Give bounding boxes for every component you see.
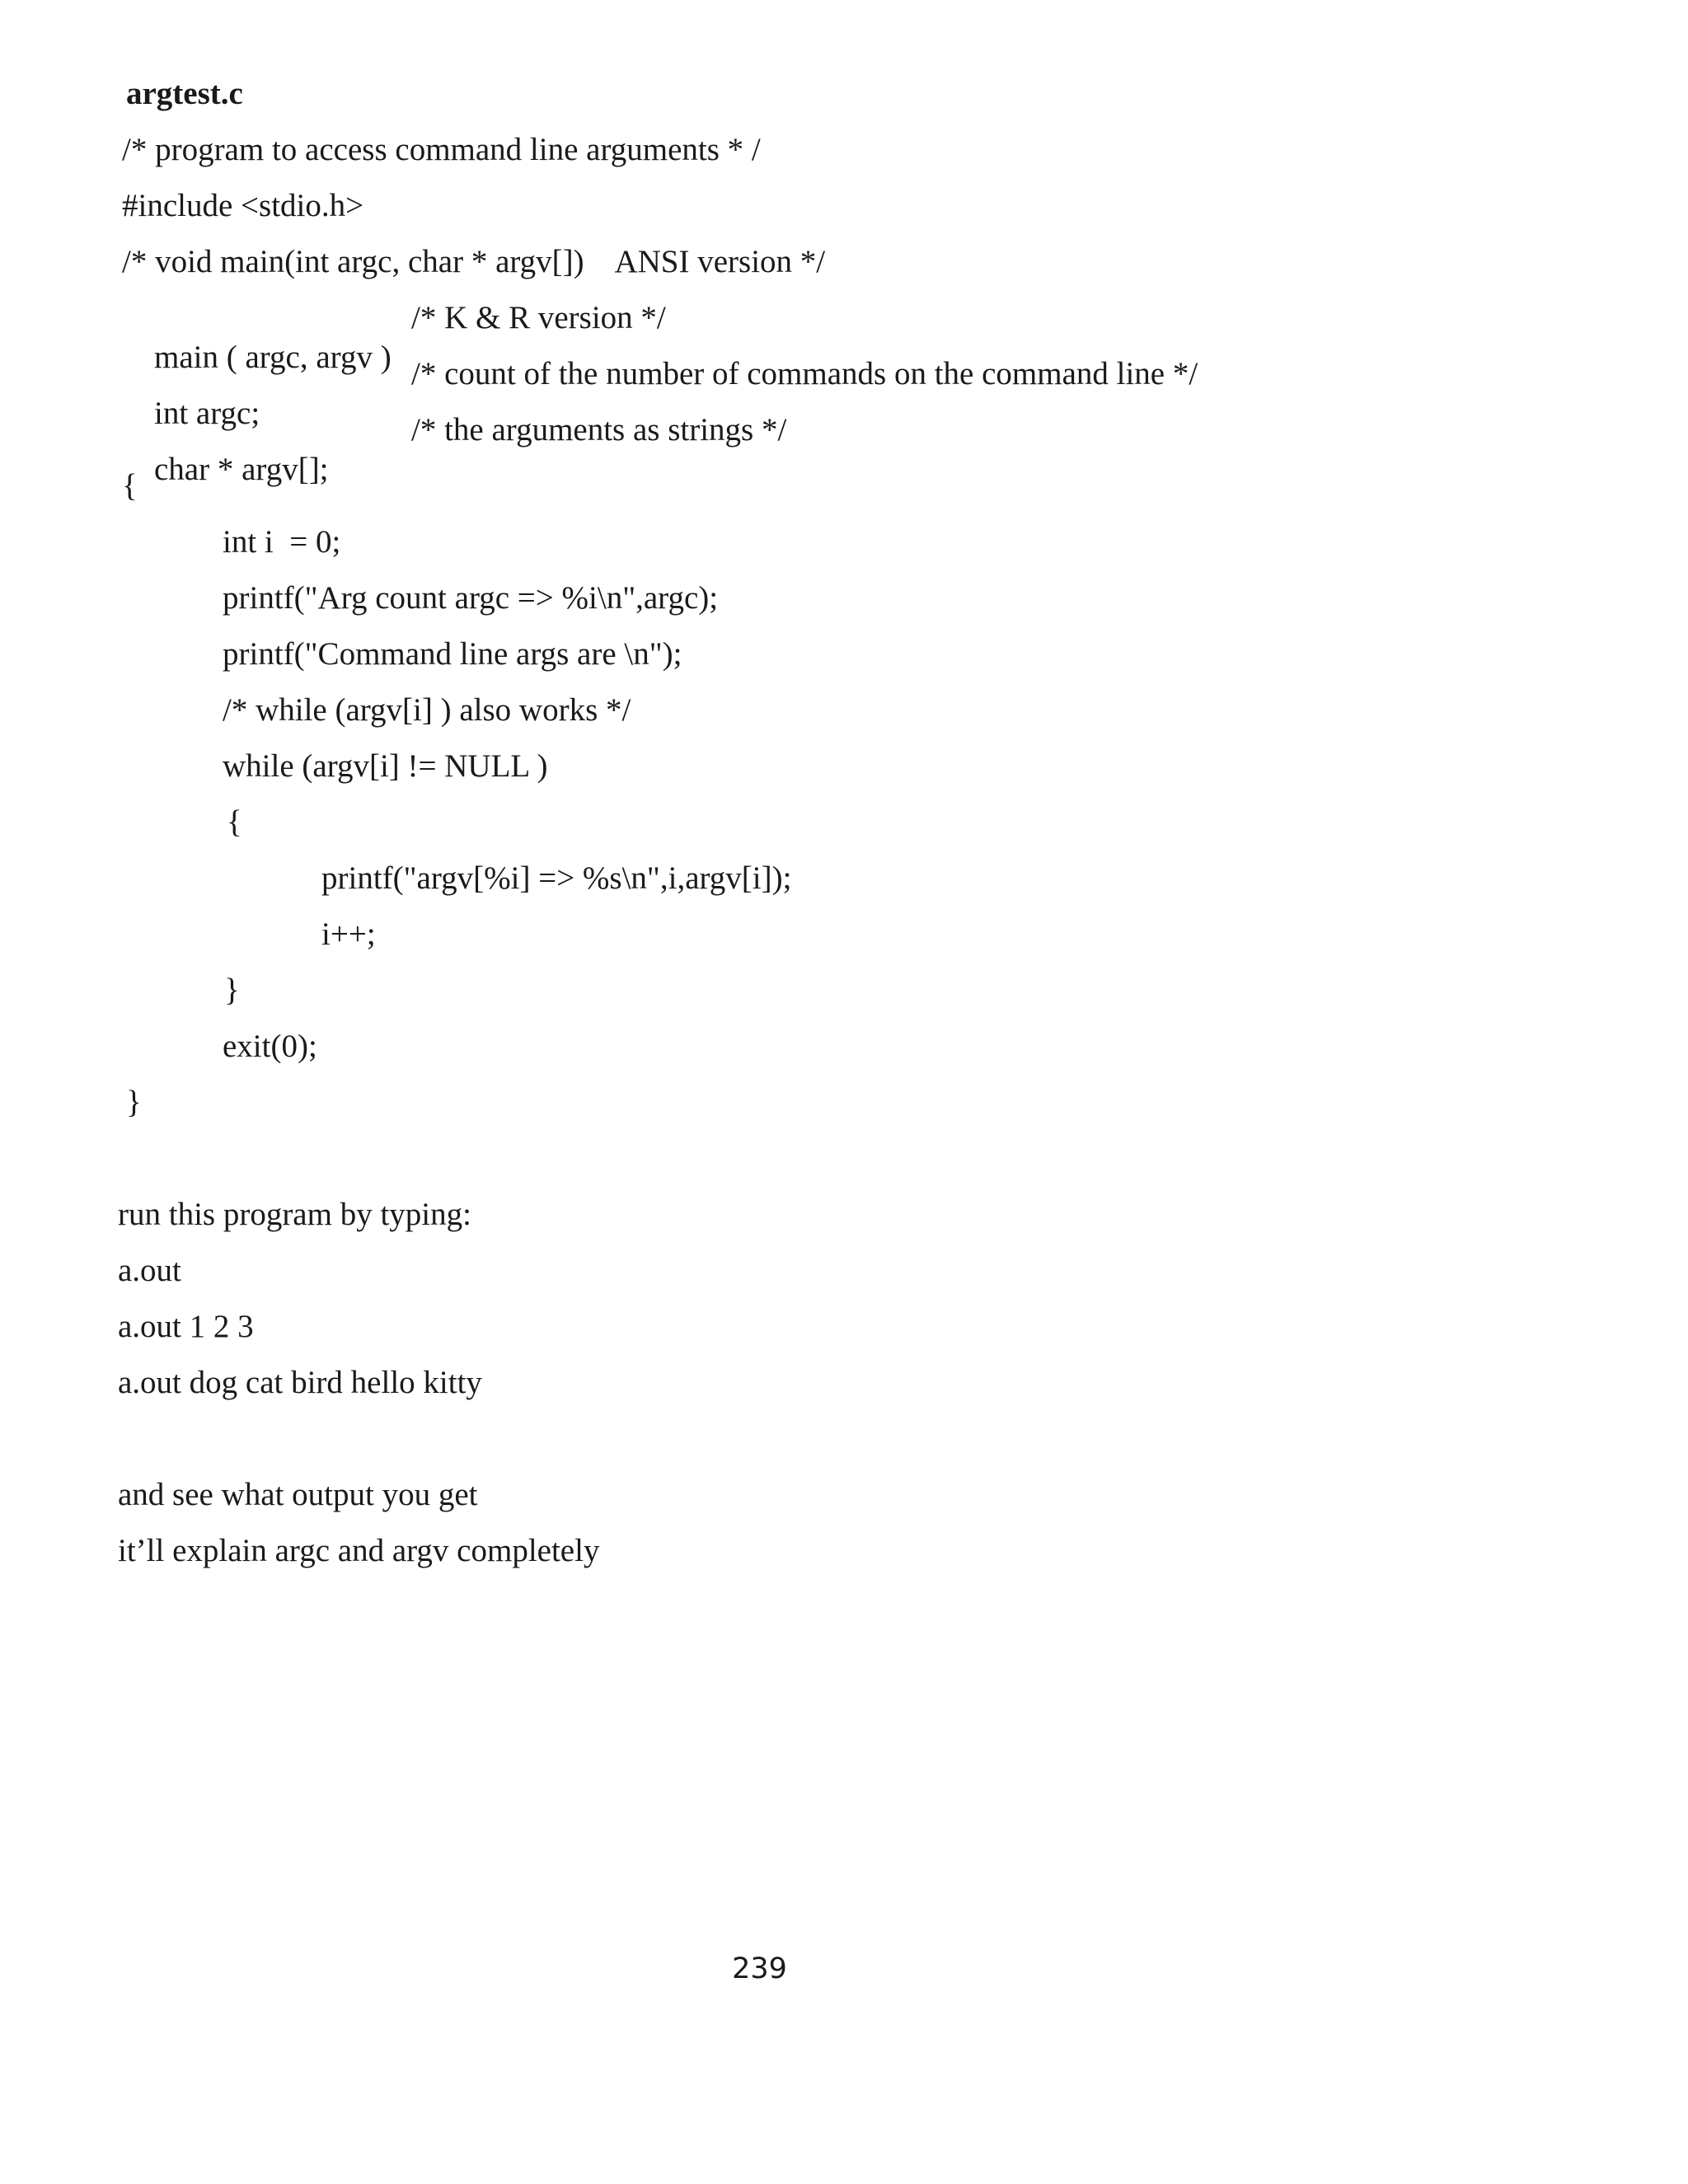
- code-line: i++;: [321, 916, 376, 952]
- code-comment-header: /* program to access command line arguments * /: [122, 132, 761, 167]
- note-line: and see what output you get: [118, 1477, 478, 1512]
- code-decl-main: main ( argc, argv ): [154, 340, 392, 375]
- code-line: int i = 0;: [223, 524, 341, 560]
- instruction-line: a.out: [118, 1253, 181, 1288]
- code-line: {: [227, 804, 242, 840]
- document-title: argtest.c: [126, 76, 243, 111]
- code-decl-argv: char * argv[];: [154, 452, 329, 487]
- code-include: #include <stdio.h>: [122, 188, 364, 223]
- code-ansi-comment: /* void main(int argc, char * argv[]) ANSI version */: [122, 244, 826, 279]
- code-line: printf("argv[%i] => %s\n",i,argv[i]);: [321, 860, 792, 896]
- code-close-brace: }: [126, 1085, 142, 1120]
- code-line: }: [224, 972, 240, 1008]
- code-decl-argc-comment: /* count of the number of commands on the command line */: [411, 356, 1198, 391]
- code-line: while (argv[i] != NULL ): [223, 748, 548, 784]
- code-line: printf("Arg count argc => %i\n",argc);: [223, 580, 719, 616]
- note-line: it’ll explain argc and argv completely: [118, 1533, 600, 1568]
- page-number: 239: [732, 1952, 787, 1985]
- instruction-line: run this program by typing:: [118, 1197, 471, 1232]
- code-decl-main-comment: /* K & R version */: [411, 300, 666, 335]
- code-line: /* while (argv[i] ) also works */: [223, 692, 631, 728]
- code-decl-argv-comment: /* the arguments as strings */: [411, 412, 787, 448]
- code-open-brace: {: [122, 468, 138, 504]
- instruction-line: a.out 1 2 3: [118, 1309, 254, 1344]
- code-line: exit(0);: [223, 1029, 317, 1064]
- instruction-line: a.out dog cat bird hello kitty: [118, 1365, 482, 1400]
- code-decl-argc: int argc;: [154, 396, 260, 431]
- code-line: printf("Command line args are \n");: [223, 636, 682, 672]
